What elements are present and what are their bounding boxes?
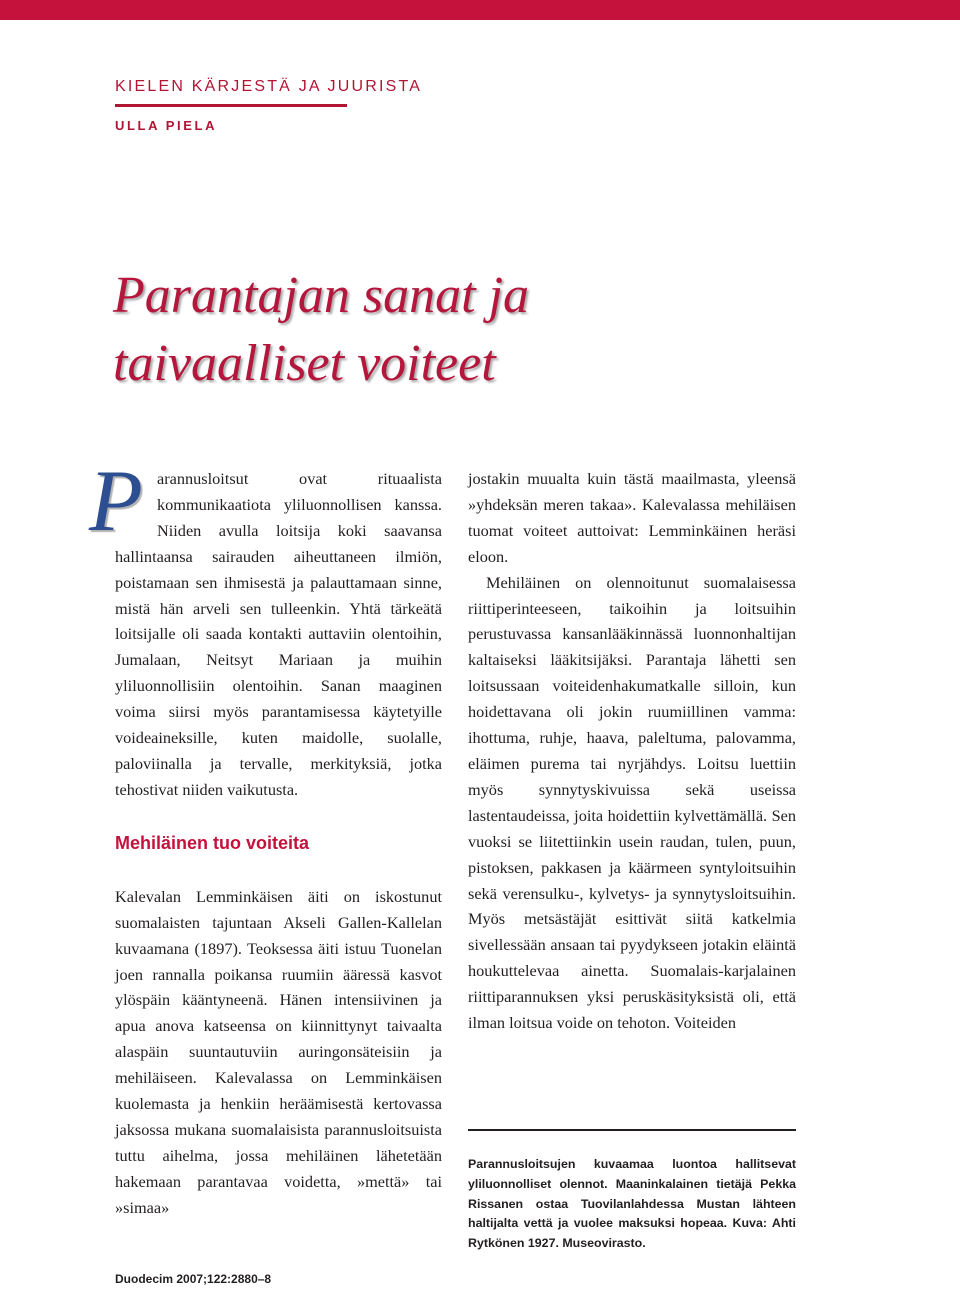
article-title-line-1: Parantajan sanat ja	[113, 267, 530, 324]
right-column	[468, 466, 796, 1036]
section-rule	[115, 104, 347, 107]
right-paragraph-1: jostakin muualta kuin tästä maailmasta, yleensä »yhdeksän meren takaa». Kalevalassa mehiläisen tuomat voiteet auttoivat: Lemminkäinen heräsi eloon.	[468, 469, 796, 566]
drop-cap: P	[89, 453, 143, 550]
footer-citation: Duodecim 2007;122:2880–8	[115, 1272, 272, 1286]
section-subheading: Mehiläinen tuo voiteita	[115, 832, 310, 853]
section-label: KIELEN KÄRJESTÄ JA JUURISTA	[115, 78, 423, 95]
intro-text: arannusloitsut ovat rituaalista kommunikaatiota yliluonnollisen kanssa. Niiden avulla loitsija koki saavansa hallintaansa sairauden aiheuttaneen ilmiön, poistamaan sen ihmisestä ja palauttamaan sinne, mistä hän arveli sen tulleenkin. Yhtä tärkeätä loitsijalle oli saada kontakti auttaviin olentoihin, Jumalaan, Neitsyt Mariaan ja muihin yliluonnollisiin olentoihin. Sanan maaginen voima siirsi myös parantamisessa käytetyille voideaineksille, kuten maidolle, suolalle, paloviinalla ja tervalle, merkityksiä, jotka tehostivat niiden vaikutusta.	[115, 469, 442, 799]
article-title	[113, 262, 813, 398]
right-paragraph-2: Mehiläinen on olennoitunut suomalaisessa riittiperinteeseen, taikoihin ja loitsuihin perustuvassa kansanlääkinnässä luonnonhaltijan kaltaiseksi lääkitsijäksi. Parantaja lähetti sen loitsussaan voiteidenhakumatkalle silloin, kun hoidettavana oli jokin ruumiillinen vamma: ihottuma, ruhje, haava, paleltuma, palovamma, eläimen purema tai nyrjähdys. Loitsu luettiin myös synnytyskivuissa sekä useissa lastentaudeissa, joita hoidettiin kylvettämällä. Sen vuoksi se liitettiinkin usein raudan, tulen, puun, pistoksen, pakkasen ja käärmeen syntyloitsuihin sekä verensulku-, kylvetys- ja synnytysloitsuihin. Myös metsästäjät esittivät siitä katkelmia sivellessään ansaan tai pyydykseen jotakin eläintä houkuttelevaa ainetta. Suomalais-karjalainen riittiparannuksen yksi peruskäsityksistä oli, että ilman loitsua voide on tehoton. Voiteiden	[468, 572, 796, 1033]
intro-paragraph	[89, 453, 442, 803]
section-paragraph: Kalevalan Lemminkäisen äiti on iskostunut suomalaisten tajuntaan Akseli Gallen-Kallelan kuvaamana (1897). Teoksessa äiti istuu Tuonelan joen rannalla poikansa ruumiin ääressä kasvot ylöspäin kääntyneenä. Hänen intensiivinen ja apua anova katseensa on kiinnittynyt taivaalta alaspäin suuntautuviin auringonsäteisiin ja mehiläiseen. Kalevalassa on Lemminkäisen kuolemasta ja henkiin heräämisestä kertovassa jaksossa mukana suomalaisista parannusloitsuista tuttu aihelma, jossa mehiläinen lähetetään hakemaan parantavaa voidetta, »mettä» tai »simaa»	[115, 886, 442, 1217]
left-column	[89, 453, 442, 1221]
author-name: ULLA PIELA	[115, 118, 218, 133]
image-caption: Parannusloitsujen kuvaamaa luontoa hallitsevat yliluonnolliset olennot. Maaninkalainen tietäjä Pekka Rissanen ostaa Tuovilanlahdessa Mustan lähteen haltijalta vettä ja vuolee maksuksi hopeaa. Kuva: Ahti Rytkönen 1927. Museovirasto.	[468, 1157, 796, 1251]
top-color-bar	[0, 0, 960, 20]
article-title-line-2: taivaalliset voiteet	[113, 335, 496, 392]
caption-rule	[468, 1129, 796, 1131]
